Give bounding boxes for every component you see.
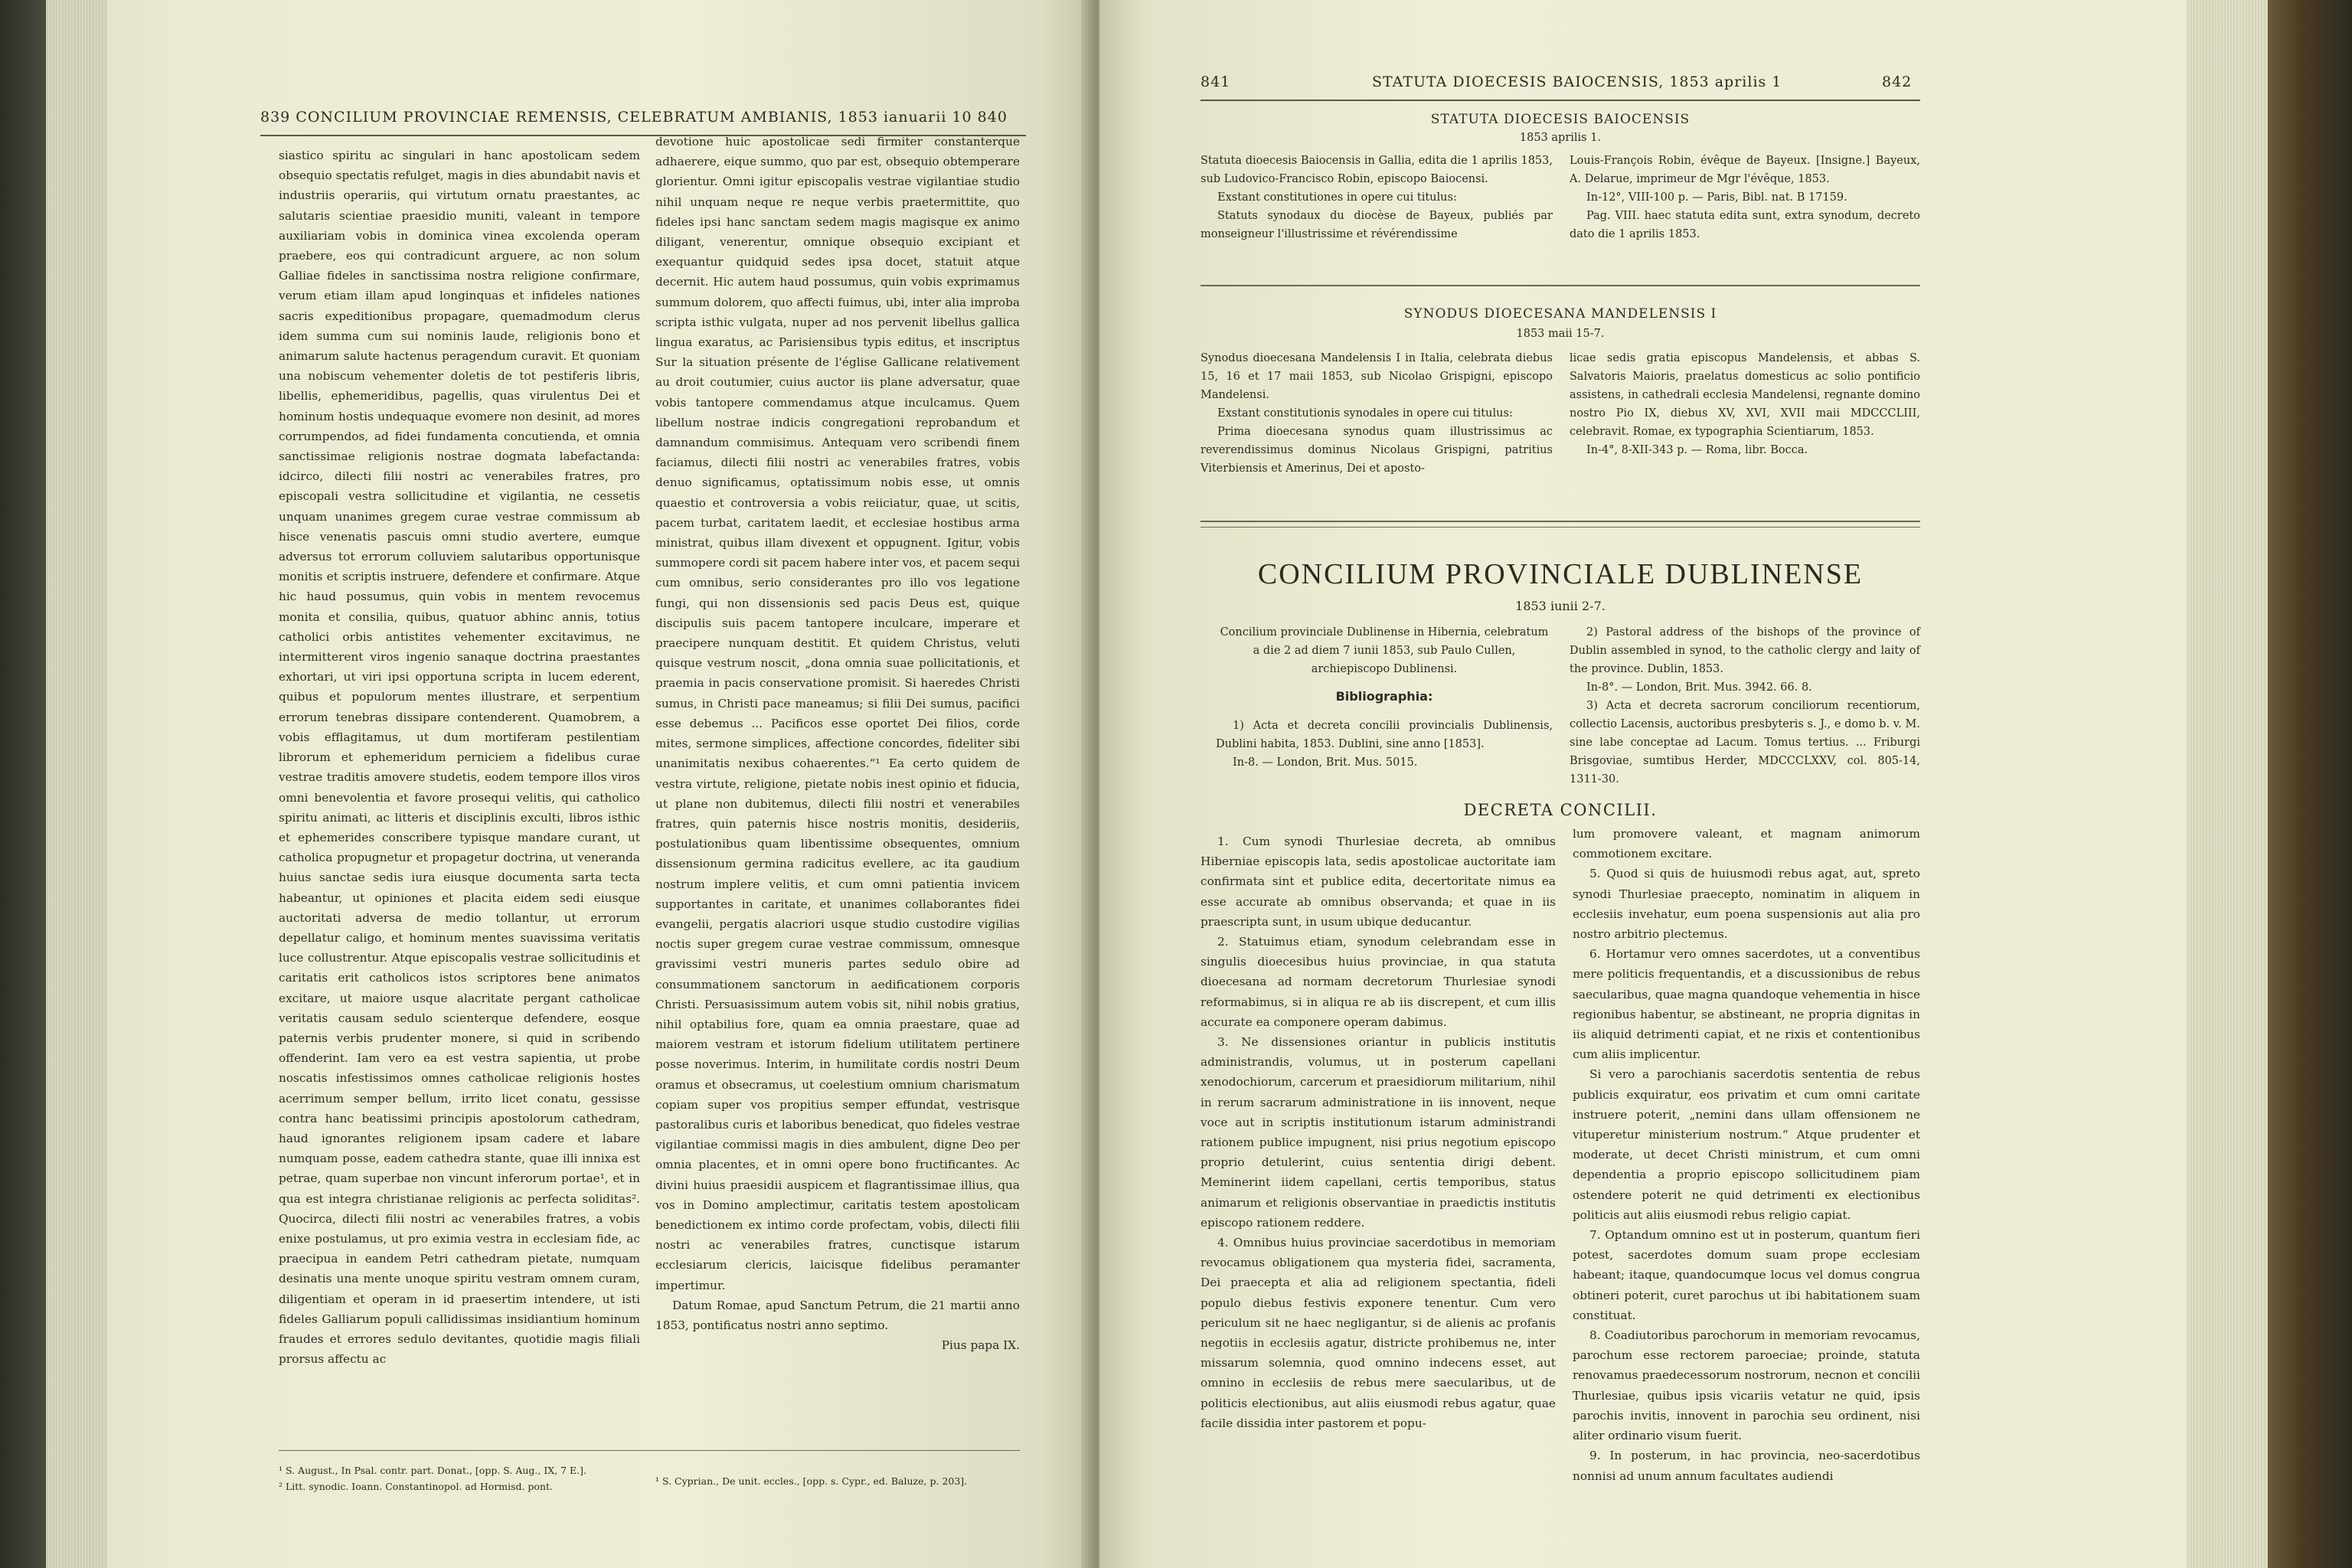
- decree-par: 5. Quod si quis de huiusmodi rebus agat, aut, spreto synodi Thurlesiae praecepto, nominatim in aliquem in ecclesiis invehatur, eum poena suspensionis aut alia pro nostro arbitrio plectemus.: [1573, 867, 1920, 942]
- right-running-head-title: STATUTA DIOECESIS BAIOCENSIS, 1853 aprilis 1: [1372, 74, 1782, 90]
- decree-par: 9. In posterum, in hac provincia, neo-sacerdotibus nonnisi ad unum annum facultates audiendi: [1573, 1449, 1920, 1483]
- decree-par: 4. Omnibus huius provinciae sacerdotibus in memoriam revocamus obligationem qua mysteria fidei, sacramenta, Dei praecepta et alia ad religionem spectantia, fideli populo diebus festivis exponere tenentur. Cum vero periculum sit ne haec negligantur, si de alienis ac profanis negotiis in ecclesiis agatur, districte prohibemus ne, inter missarum solemnia, quod omnino indecens esset, aut omnino in ecclesiis de rebus mere saecularibus, ut de politicis electionibus, aut aliis eiusmodi rebus agatur, quae facile dissidia inter pastorem et popu-: [1200, 1236, 1556, 1430]
- section-divider: [1200, 285, 1920, 286]
- decreta-col1: [1200, 831, 1556, 1433]
- bibliography-heading: Bibliographia:: [1335, 689, 1433, 704]
- decree-par: 2. Statuimus etiam, synodum celebrandam esse in singulis dioecesibus huius provinciae, in qua statuta dioecesana ad normam decretorum Thurlesiae synodi reformabimus, si in aliqua re ab iis discrepent, et cum illis accurate ea componere operam dabimus.: [1200, 935, 1556, 1029]
- section-divider-double: [1200, 521, 1920, 522]
- dublinense-biblio-col2: [1570, 623, 1920, 789]
- decree-par: 1. Cum synodi Thurlesiae decreta, ab omnibus Hiberniae episcopis lata, sedis apostolicae auctoritate iam confirmata sint et publice edita, decertoritate nimus ea esse accurate ab omnibus observanda; et quae in iis praescripta sunt, in usum ubique deducantur.: [1200, 835, 1556, 929]
- right-page-edges: [2187, 0, 2268, 1568]
- sec1-par: Exstant constitutiones in opere cui titulus:: [1217, 191, 1457, 204]
- left-running-head: 839 CONCILIUM PROVINCIAE REMENSIS, CELEBRATUM AMBIANIS, 1853 ianuarii 10 840: [260, 109, 1008, 126]
- left-column-2: [655, 132, 1020, 1355]
- right-head-rule: [1200, 100, 1920, 101]
- sec1-par: Statuts synodaux du diocèse de Bayeux, publiés par monseigneur l'illustrissime et révérendissime: [1200, 210, 1553, 240]
- biblio-item: 1) Acta et decreta concilii provincialis Dublinensis, Dublini habita, 1853. Dublini, sine anno [1853].: [1216, 720, 1553, 750]
- sec2-par: licae sedis gratia episcopus Mandelensis, et abbas S. Salvatoris Maioris, praelatus domesticus ac solio pontificio assistens, in cathedrali ecclesia Mandelensi, regnante domino nostro Pio IX, diebus XV, XVI, XVII maii MDCCCLIII, celebravit. Romae, ex typographia Scientiarum, 1853.: [1570, 352, 1920, 438]
- concilium-dublinense-title: CONCILIUM PROVINCIALE DUBLINENSE: [1257, 558, 1864, 590]
- sec1-par: Louis-François Robin, évêque de Bayeux. [Insigne.] Bayeux, A. Delarue, imprimeur de Mgr l'évêque, 1853.: [1570, 155, 1920, 185]
- sec1-par: Pag. VIII. haec statuta edita sunt, extra synodum, decreto dato die 1 aprilis 1853.: [1570, 210, 1920, 240]
- decree-par: Si vero a parochianis sacerdotis sententia de rebus publicis exquiratur, eos privatim et cum omni caritate instruere poterit, „nemini dans ullam offensionem ne vituperetur ministerium nostrum.“ Atque prudenter et moderate, ut decet Christi ministrum, et cum omni dependentia a proprio episcopo sollicitudinem piam ostendere poterit ne quid detrimenti ex electionibus politicis aut aliis eiusmodi rebus religio capiat.: [1573, 1067, 1920, 1222]
- left-page-edges: [46, 0, 107, 1568]
- left-column-1: [279, 145, 640, 1369]
- sec2-par: In-4°, 8-XII-343 p. — Roma, libr. Bocca.: [1586, 444, 1808, 456]
- biblio-item: 2) Pastoral address of the bishops of the province of Dublin assembled in synod, to the catholic clergy and laity of the province. Dublin, 1853.: [1570, 626, 1920, 675]
- sec1-par: In-12°, VIII-100 p. — Paris, Bibl. nat. B 17159.: [1586, 191, 1847, 204]
- synodus-mandelensis-date: 1853 maii 15-7.: [1516, 328, 1605, 340]
- statuta-baiocensis-col1: [1200, 152, 1553, 243]
- section-divider-double: [1200, 527, 1920, 528]
- statuta-baiocensis-date: 1853 aprilis 1.: [1519, 132, 1602, 144]
- decreta-col2: [1573, 824, 1920, 1486]
- synodus-mandelensis-col2: [1570, 349, 1920, 459]
- biblio-item: In-8. — London, Brit. Mus. 5015.: [1233, 756, 1418, 769]
- statuta-baiocensis-title: STATUTA DIOECESIS BAIOCENSIS: [1430, 112, 1690, 127]
- left-footnotes-col2: [655, 1473, 1020, 1489]
- left-col2-date: Datum Romae, apud Sanctum Petrum, die 21 martii anno 1853, pontificatus nostri anno septimo.: [655, 1298, 1020, 1332]
- left-col2-signature: Pius papa IX.: [941, 1338, 1020, 1353]
- left-footnotes-col1: [279, 1462, 640, 1494]
- dublinense-intro-col1: [1216, 623, 1553, 772]
- decree-par: 3. Ne dissensiones oriantur in publicis institutis administrandis, volumus, ut in posterum capellani xenodochiorum, carcerum et praesidiorum militarium, nihil in rerum sacrarum administratione in iis innovent, neque voce aut in scriptis institutionum istarum administrandi rationem publice impugnent, nisi prius negotium episcopo proprio detulerint, cuius sententia dirigi debent. Meminerint iidem capellani, certis temporibus, status animarum et religionis observantiae in praedictis institutis episcopo rationem reddere.: [1200, 1035, 1556, 1230]
- sec2-par: Prima dioecesana synodus quam illustrissimus ac reverendissimus dominus Nicolaus Grispigni, patritius Viterbiensis et Amerinus, Dei et aposto-: [1200, 426, 1553, 475]
- concilium-dublinense-date: 1853 iunii 2-7.: [1515, 599, 1606, 613]
- sec2-par: Synodus dioecesana Mandelensis I in Italia, celebrata diebus 15, 16 et 17 maii 1853, sub Nicolao Grispigni, episcopo Mandelensi.: [1200, 352, 1553, 401]
- right-running-head-page-right: 842: [1882, 74, 1913, 90]
- right-running-head-page-left: 841: [1200, 74, 1231, 90]
- synodus-mandelensis-col1: [1200, 349, 1553, 478]
- footnote: ¹ S. August., In Psal. contr. part. Donat., [opp. S. Aug., IX, 7 E.].: [279, 1465, 587, 1476]
- left-col1-text: siastico spiritu ac singulari in hanc apostolicam sedem obsequio spectatis refulget, magis in dies abundabit navis et industriis operariis, qui virtutum ornatu praestantes, ac salutaris scientiae praesidio muniti, valeant in tempore auxiliariam vobis in dominica vinea excolenda operam praebere, eos qui contradicunt arguere, ac non solum Galliae fideles in sanctissima nostra religione confirmare, verum etiam illam apud longinquas et infideles nationes sacris expeditionibus propagare, quemadmodum clerus idem summa cum sui nominis laude, religionis bono et animarum salute hactenus peragendum curavit. Et quoniam una nobiscum vehementer doletis de tot pestiferis libris, libellis, ephemeridibus, pagellis, quas virulentus Dei et hominum hostis undequaque evomere non desinit, ad mores corrumpendos, ad fidei fundamenta concutienda, et omnia sanctissimae religionis nostrae dogmata labefactanda: idcirco, dilecti filii nostri ac venerabiles fratres, pro episcopali vestra sollicitudine et vigilantia, ne cessetis unquam unanimes gregem curae vestrae commissum ab hisce venenatis pascuis omni studio avertere, eumque adversus tot errorum colluviem salutaribus opportunisque monitis et scriptis instruere, defendere et confirmare. Atque hic haud possumus, quin vobis in mentem revocemus monita et consilia, quibus, quatuor abhinc annis, totius catholici orbis antistites vehementer excitavimus, ne intermitterent viros ingenio sanaque doctrina praestantes exhortari, ut viri ipsi opportuna scripta in lucem ederent, quibus et populorum mentes illustrare, et serpentium errorum tenebras dissipare contenderent. Quamobrem, a vobis efflagitamus, ut dum mortiferam pestilentiam librorum et ephemeridum perniciem a fidelibus curae vestrae traditis amovere studetis, eodem tempore illos viros omni benevolentia et favore prosequi velitis, qui catholico spiritu animati, ac litteris et disciplinis exculti, libros isthic et ephemerides conscribere typisque mandare curant, ut catholica propugnetur et propagetur doctrina, ut veneranda huius sanctae sedis iura eiusque documenta sarta tecta habeantur, ut opiniones et placita eidem sedi eiusque auctoritati adversa de medio tollantur, ut errorum depellatur caligo, et hominum mentes suavissima veritatis luce collustrentur. Atque episcopalis vestrae sollicitudinis et caritatis erit catholicos istos scriptores bene animatos excitare, ut maiore usque alacritate pergant catholicae veritatis causam sedulo scienterque defendere, eosque paternis verbis prudenter monere, si quid in scribendo offenderint. Iam vero ea est vestra sapientia, ut probe noscatis infestissimos omnes catholicae religionis hostes acerrimum semper bellum, irrito licet conatu, gessisse contra hanc beatissimi principis apostolorum cathedram, haud ignorantes religionem ipsam cadere et labare numquam posse, eadem cathedra stante, quae illi innixa est petrae, quam superbae non vincunt inferorum portae¹, et in qua est integra christianae religionis ac perfecta soliditas². Quocirca, dilecti filii nostri ac venerabiles fratres, a vobis enixe postulamus, ut pro eximia vestra in ecclesiam fide, ac praecipua in eandem Petri cathedram pietate, numquam desinatis una mente unoque spiritu vestram omnem curam, diligentiam et operam in id praesertim intendere, ut isti fideles Galliarum populi callidissimas insidiantium hominum fraudes et errores sedulo devitantes, quotidie magis filiali prorsus affectu ac: [279, 149, 640, 1367]
- footnote: ¹ S. Cyprian., De unit. eccles., [opp. s. Cypr., ed. Baluze, p. 203].: [655, 1475, 968, 1487]
- left-footnote-rule: [279, 1450, 1020, 1451]
- right-background: [2268, 0, 2352, 1568]
- decreta-heading: DECRETA CONCILII.: [1463, 801, 1658, 819]
- left-col2-text: devotione huic apostolicae sedi firmiter constanterque adhaerere, eique summo, quo par est, obsequio obtemperare glorientur. Omni igitur episcopalis vestrae vigilantiae studio nihil unquam neque re neque verbis praetermittite, quo fideles ipsi hanc sanctam sedem magis magisque ex animo diligant, venerentur, omnique obsequio excipiant et exequantur quidquid sedes ipsa docet, statuit atque decernit. Hic autem haud possumus, quin vobis exprimamus summum dolorem, quo affecti fuimus, ubi, inter alia improba scripta isthic vulgata, nuper ad nos pervenit libellus gallica lingua exaratus, ac Parisiensibus typis editus, et inscriptus Sur la situation présente de l'église Gallicane relativement au droit coutumier, cuius auctor iis plane adversatur, quae vobis tantopere commendamus atque inculcamus. Quem libellum nostrae indicis congregationi reprobandum et damnandum commisimus. Antequam vero scribendi finem faciamus, dilecti filii nostri ac venerabiles fratres, vobis denuo significamus, optatissimum nobis esse, ut omnis quaestio et controversia a vobis reiiciatur, quae, ut scitis, pacem turbat, caritatem laedit, et ecclesiae hostibus arma ministrat, quibus illam divexent et oppugnent. Igitur, vobis summopere cordi sit pacem habere inter vos, et pacem sequi cum omnibus, serio considerantes pro illo vos legatione fungi, qui non dissensionis sed pacis Deus est, quique discipulis suis pacem tantopere inculcare, imperare et praecipere nunquam destitit. Et quidem Christus, veluti quisque vestrum noscit, „dona omnia suae pollicitationis, et praemia in pacis conservatione promisit. Si haeredes Christi sumus, in Christi pace maneamus; si filii Dei sumus, pacifici esse debemus ... Pacificos esse oportet Dei filios, corde mites, sermone simplices, affectione concordes, fideliter sibi unanimitatis nexibus cohaerentes.“¹ Ea certo quidem de vestra virtute, religione, pietate nobis inest opinio et fiducia, ut plane non dubitemus, dilecti filii nostri et venerabiles fratres, quin paternis hisce nostris monitis, desideriis, postulationibus quam libentissime obsequentes, omnium dissensionum germina radicitus evellere, ac ita gaudium nostrum implere velitis, et cum omni patientia invicem supportantes in caritate, et unanimes collaborantes fidei evangelii, pergatis alacriori usque studio custodire vigilias noctis super gregem curae vestrae commissum, omnesque gravissimi vestri muneris partes sedulo obire ad consummationem sanctorum in aedificationem corporis Christi. Persuasissimum autem vobis sit, nihil nobis gratius, nihil optabilius fore, quam ea omnia praestare, quae ad maiorem vestram et istorum fidelium utilitatem pertinere posse noverimus. Interim, in humilitate cordis nostri Deum oramus et obsecramus, ut coelestium omnium charismatum copiam super vos propitius semper effundat, vestrisque pastoralibus curis et laboribus benedicat, quo fideles vestrae vigilantiae commissi magis in dies ambulent, digne Deo per omnia placentes, et in omni opere bono fructificantes. Ac divini huius praesidii auspicem et flagrantissimae illius, qua vos in Domino amplectimur, caritatis testem apostolicam benedictionem ex intimo corde profectam, vobis, dilecti filii nostri ac venerabiles fratres, cunctisque istarum ecclesiarum clericis, laicisque fidelibus peramanter impertimur.: [655, 135, 1020, 1292]
- biblio-item: 3) Acta et decreta sacrorum conciliorum recentiorum, collectio Lacensis, auctoribus presbyteris s. J., e domo b. v. M. sine labe conceptae ad Lacum. Tomus tertius. ... Friburgi Brisgoviae, sumtibus Herder, MDCCCLXXV, col. 805-14, 1311-30.: [1570, 700, 1920, 786]
- sec2-par: Exstant constitutionis synodales in opere cui titulus:: [1217, 407, 1513, 420]
- statuta-baiocensis-col2: [1570, 152, 1920, 243]
- biblio-item: In-8°. — London, Brit. Mus. 3942. 66. 8.: [1586, 681, 1812, 694]
- sec1-par: Statuta dioecesis Baiocensis in Gallia, edita die 1 aprilis 1853, sub Ludovico-Francisco Robin, episcopo Baiocensi.: [1200, 155, 1553, 185]
- footnote: ² Litt. synodic. Ioann. Constantinopol. ad Hormisd. pont.: [279, 1481, 554, 1492]
- decree-par: 7. Optandum omnino est ut in posterum, quantum fieri potest, sacerdotes domum suam prope ecclesiam habeant; itaque, quandocumque locus vel domus congrua obtineri poterit, curet parochus ut ibi habitationem suam constituat.: [1573, 1228, 1920, 1322]
- synodus-mandelensis-title: SYNODUS DIOECESANA MANDELENSIS I: [1403, 306, 1717, 322]
- decree-par: 6. Hortamur vero omnes sacerdotes, ut a conventibus mere politicis frequentandis, et a discussionibus de rebus saecularibus, quae magna quandoque vehementia in hisce regionibus habentur, se abstineant, ne propria dignitas in iis aliquid detrimenti capiat, et ne rixis et contentionibus cum aliis implicentur.: [1573, 947, 1920, 1062]
- decree-par: 8. Coadiutoribus parochorum in memoriam revocamus, parochum esse rectorem paroeciae; proinde, statuta renovamus praedecessorum nostrorum, necnon et concilii Thurlesiae, quibus ipsis vicariis vetatur ne quid, ipsis parochis invitis, innovent in parochia seu ordinent, nisi aliter ordinario visum fuerit.: [1573, 1328, 1920, 1443]
- intro-par: Concilium provinciale Dublinense in Hibernia, celebratum a die 2 ad diem 7 iunii 1853, sub Paulo Cullen, archiepiscopo Dublinensi.: [1220, 626, 1549, 675]
- decree-par: lum promovere valeant, et magnam animorum commotionem excitare.: [1573, 827, 1920, 861]
